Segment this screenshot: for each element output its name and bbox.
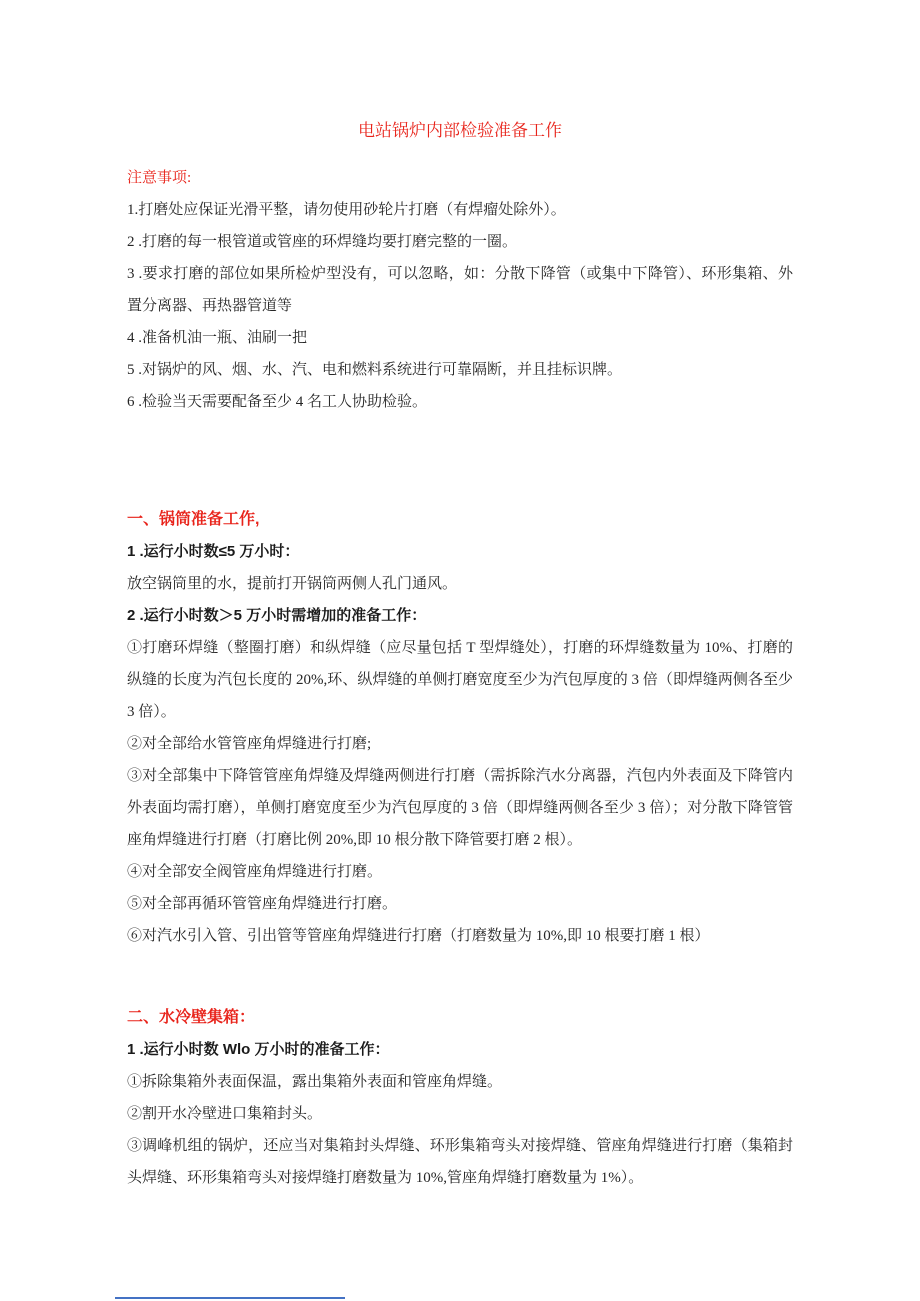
notice-item-1: 1.打磨处应保证光滑平整，请勿使用砂轮片打磨（有焊瘤处除外）。 [127, 202, 566, 218]
section1-sub1-body: 放空锅筒里的水，提前打开锅筒两侧人孔门通风。 [127, 576, 458, 592]
section2-item-2: ②割开水冷壁进口集箱封头。 [127, 1106, 323, 1122]
section-gap [127, 418, 793, 504]
notice-heading: 注意事项: [127, 170, 192, 186]
section2-item-3: ③调峰机组的锅炉，还应当对集箱封头焊缝、环形集箱弯头对接焊缝、管座角焊缝进行打磨（集箱封头焊缝、环形集箱弯头对接焊缝打磨数量为 10%,管座角焊缝打磨数量为 1%）。 [127, 1138, 793, 1186]
bottom-blue-line [115, 1297, 345, 1299]
notice-item-3: 3 .要求打磨的部位如果所检炉型没有，可以忽略，如：分散下降管（或集中下降管）、环形集箱、外置分离器、再热器管道等 [127, 266, 793, 314]
section1-sub2-heading: 2 .运行小时数＞5 万小时需增加的准备工作： [127, 607, 427, 624]
section1-sub2-item-5: ⑤对全部再循环管管座角焊缝进行打磨。 [127, 896, 398, 912]
section1-sub2-item-6: ⑥对汽水引入管、引出管等管座角焊缝进行打磨（打磨数量为 10%,即 10 根要打磨 1 根） [127, 928, 710, 944]
section1-sub2-item-1: ①打磨环焊缝（整圈打磨）和纵焊缝（应尽量包括 T 型焊缝处），打磨的环焊缝数量为 10%、打磨的纵缝的长度为汽包长度的 20%,环、纵焊缝的单侧打磨宽度至少为汽包厚度的 3 倍（即焊缝两侧各至少 3 倍）。 [127, 640, 793, 720]
section1-sub2-item-4: ④对全部安全阀管座角焊缝进行打磨。 [127, 864, 383, 880]
section2-item-1: ①拆除集箱外表面保温，露出集箱外表面和管座角焊缝。 [127, 1074, 503, 1090]
page-title: 电站锅炉内部检验准备工作 [358, 121, 562, 140]
section1-sub2-item-2: ②对全部给水管管座角焊缝进行打磨; [127, 736, 372, 752]
notice-item-2: 2 .打磨的每一根管道或管座的环焊缝均要打磨完整的一圈。 [127, 234, 518, 250]
section2-sub1-heading: 1 .运行小时数 Wlo 万小时的准备工作： [127, 1041, 390, 1058]
section1-sub1-heading: 1 .运行小时数≤5 万小时： [127, 543, 300, 560]
notice-item-6: 6 .检验当天需要配备至少 4 名工人协助检验。 [127, 394, 428, 410]
section1-heading: 一、锅筒准备工作, [127, 511, 260, 528]
section2-heading: 二、水冷壁集箱： [127, 1009, 256, 1026]
notice-item-5: 5 .对锅炉的风、烟、水、汽、电和燃料系统进行可靠隔断，并且挂标识牌。 [127, 362, 623, 378]
section1-sub2-item-3: ③对全部集中下降管管座角焊缝及焊缝两侧进行打磨（需拆除汽水分离器，汽包内外表面及下降管内外表面均需打磨），单侧打磨宽度至少为汽包厚度的 3 倍（即焊缝两侧各至少 3 倍）；对分散下降管管座角焊缝进行打磨（打磨比例 20%,即 10 根分散下降管要打磨 2 根）。 [127, 768, 793, 848]
notice-item-4: 4 .准备机油一瓶、油刷一把 [127, 330, 308, 346]
section-gap [127, 952, 793, 1002]
